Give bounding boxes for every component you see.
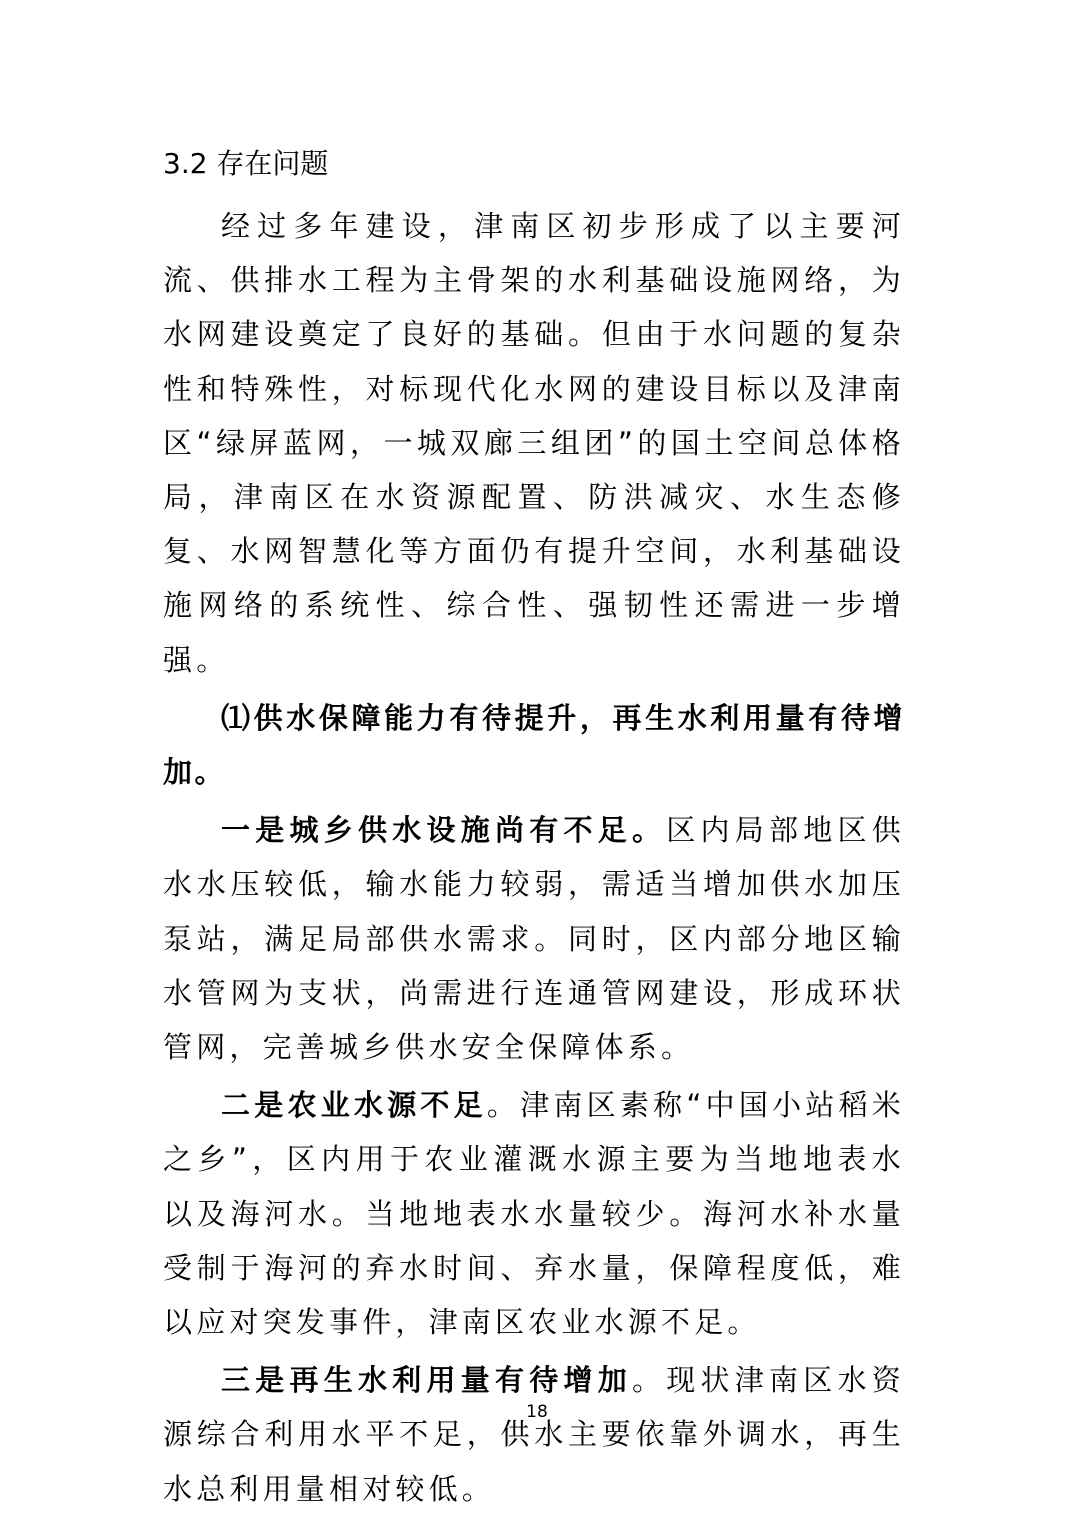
body-text: [163, 199, 905, 1516]
page-number: 18: [526, 1402, 548, 1422]
intro-paragraph: [163, 199, 905, 687]
intro-paragraph-text: 经过多年建设，津南区初步形成了以主要河流、供排水工程为主骨架的水利基础设施网络，为水网建设奠定了良好的基础。但由于水问题的复杂性和特殊性，对标现代化水网的建设目标以及津南区“绿屏蓝网，一城双廊三组团”的国土空间总体格局，津南区在水资源配置、防洪减灾、水生态修复、水网智慧化等方面仍有提升空间，水利基础设施网络的系统性、综合性、强韧性还需进一步增强。: [163, 209, 905, 677]
point-1-text: 区内局部地区供水水压较低，输水能力较弱，需适当增加供水加压泵站，满足局部供水需求。同时，区内部分地区输水管网为支状，尚需进行连通管网建设，形成环状管网，完善城乡供水安全保障体系。: [163, 813, 905, 1065]
point-1-lead: 一是城乡供水设施尚有不足。: [221, 813, 667, 848]
point-3-text: 。现状津南区水资源综合利用水平不足，供水主要依靠外调水，再生水总利用量相对较低。: [163, 1363, 905, 1506]
point-3-paragraph: [163, 1353, 905, 1516]
point-3-lead: 三是再生水利用量有待增加: [221, 1363, 633, 1398]
section-heading: 3.2 存在问题: [163, 147, 329, 180]
subheading-1: [163, 691, 905, 799]
point-2-paragraph: [163, 1078, 905, 1349]
point-2-lead: 二是农业水源不足: [221, 1088, 487, 1123]
point-1-paragraph: [163, 803, 905, 1074]
subheading-1-text: ⑴供水保障能力有待提升，再生水利用量有待增加。: [163, 700, 905, 790]
point-2-text: 。津南区素称“中国小站稻米之乡”，区内用于农业灌溉水源主要为当地地表水以及海河水。当地地表水水量较少。海河水补水量受制于海河的弃水时间、弃水量，保障程度低，难以应对突发事件，津南区农业水源不足。: [163, 1088, 906, 1340]
